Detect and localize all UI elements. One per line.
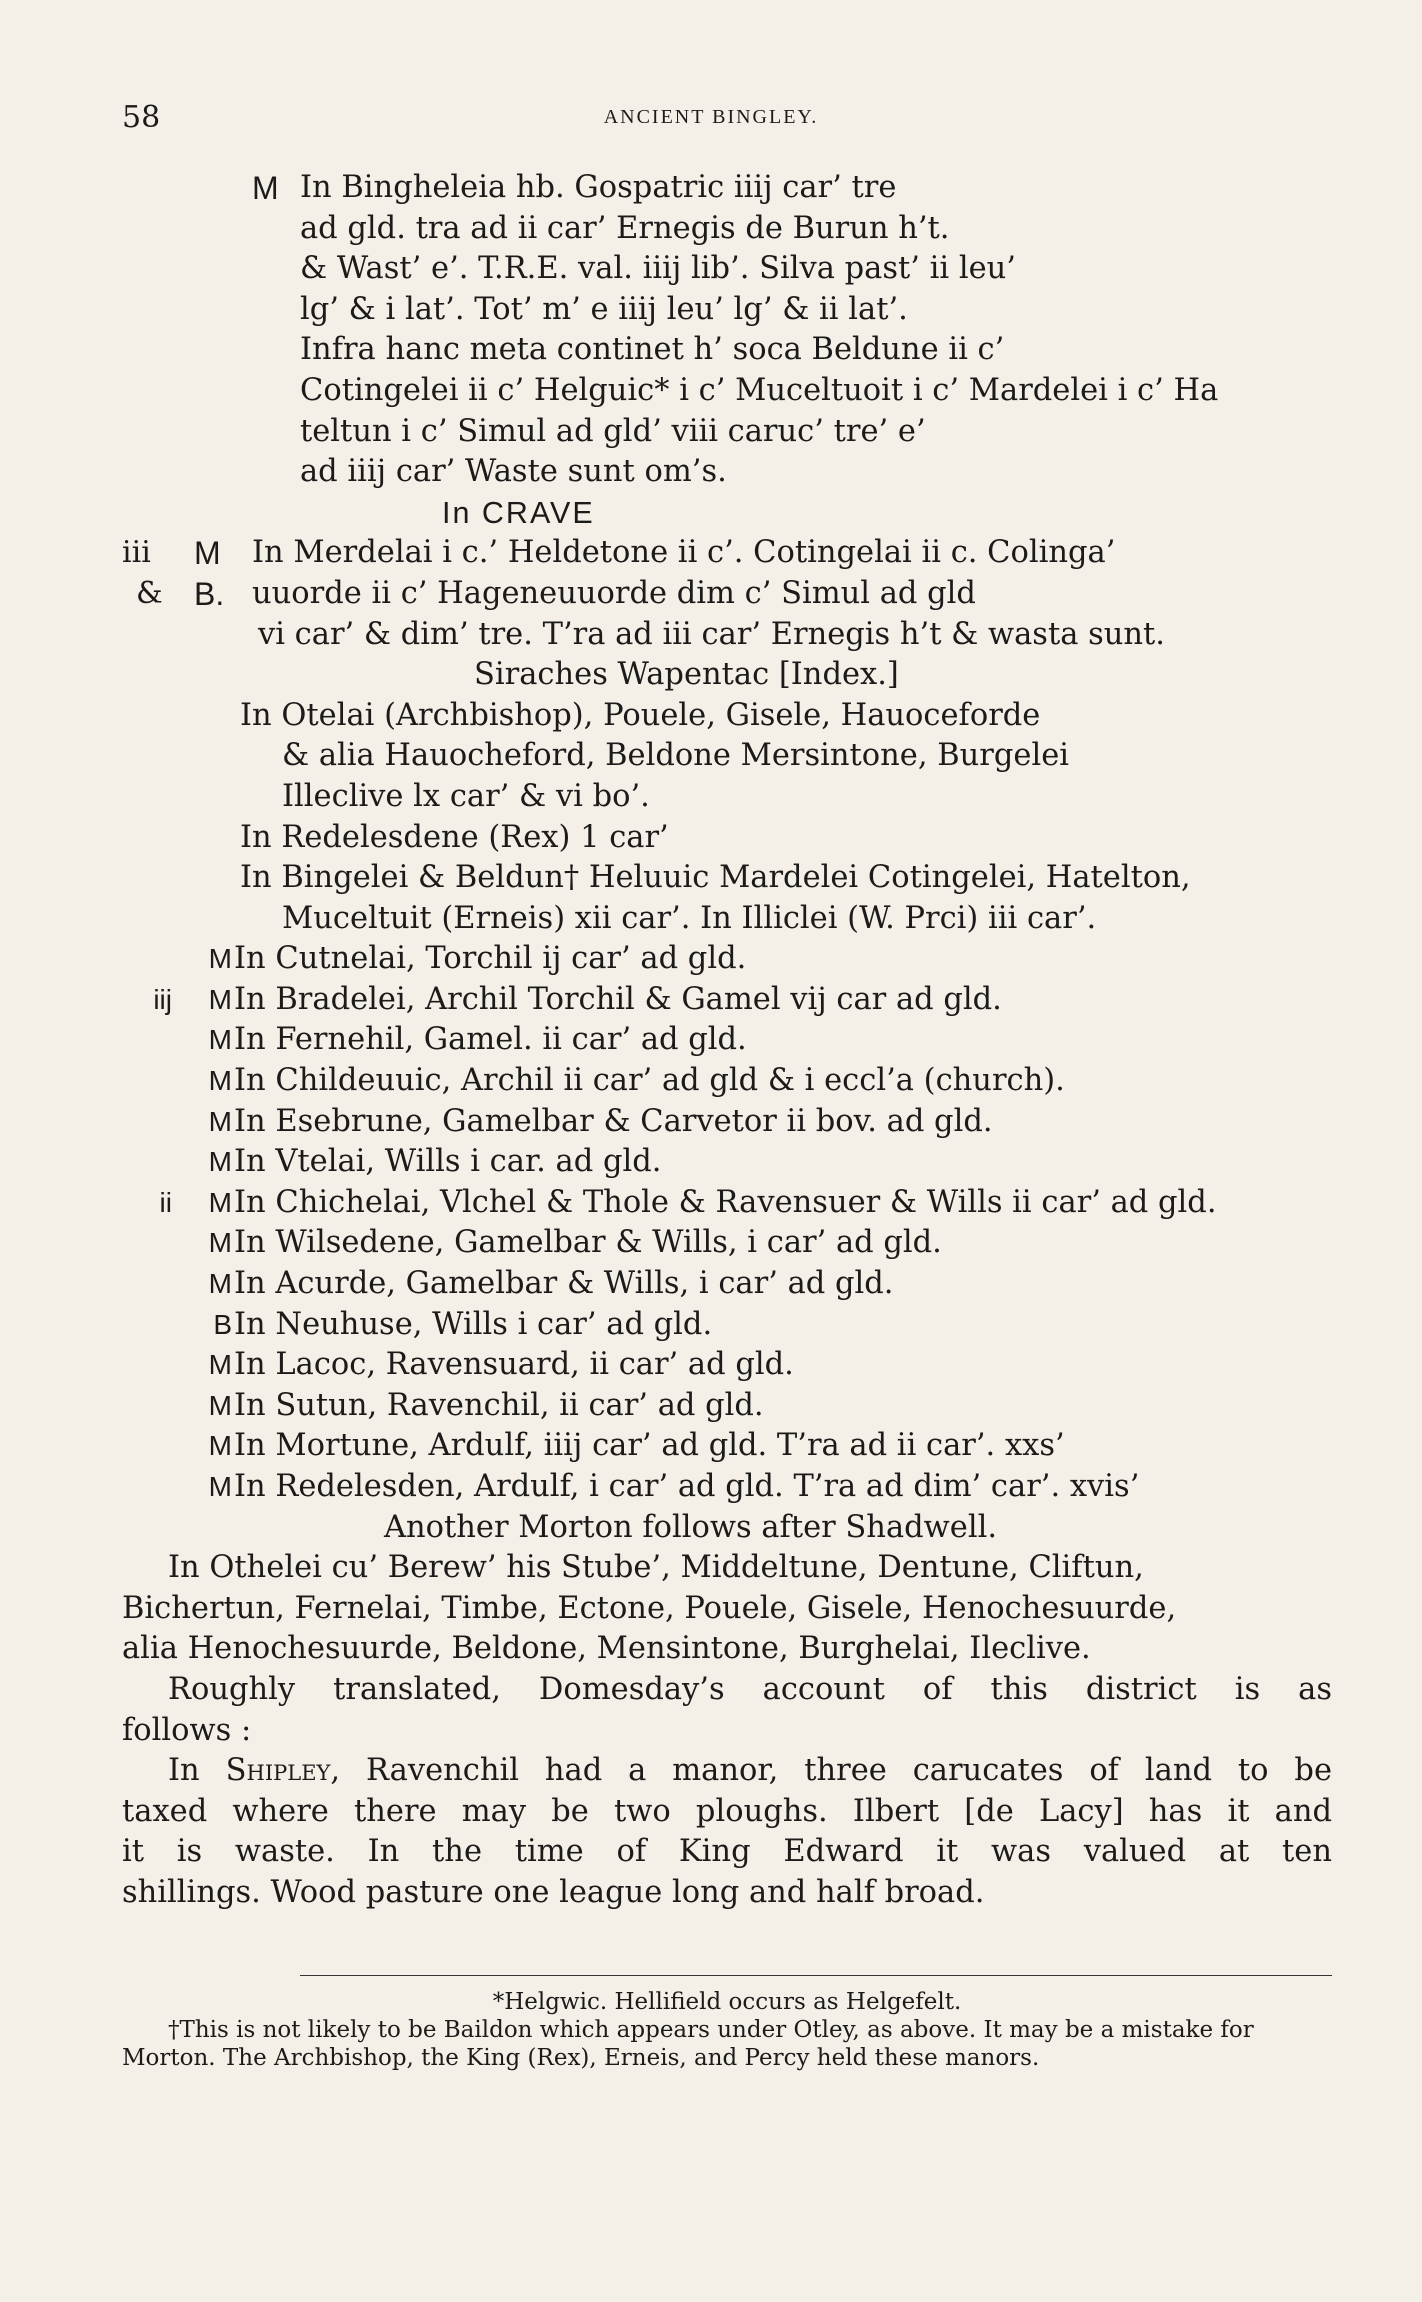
holding-text: In Bradelei, Archil Torchil & Gamel vij car ad gld. — [234, 981, 1002, 1017]
entry2-line — [122, 574, 1332, 615]
holding-marker: B — [213, 1308, 232, 1340]
manor-marker: M — [252, 170, 279, 206]
holding-row — [122, 1061, 1332, 1102]
holding-row — [122, 1183, 1332, 1224]
page-number: 58 — [122, 100, 161, 135]
entry1-line: Cotingelei ii c’ Helguic* i c’ Muceltuoit i c’ Mardelei i c’ Ha — [300, 372, 1219, 408]
entry1-line — [122, 168, 1332, 209]
translation-line: it is waste. In the time of King Edward it was valued at ten — [122, 1834, 1332, 1870]
holding-marker: M — [208, 983, 232, 1015]
index-line: & alia Hauocheford, Beldone Mersintone, Burgelei — [282, 738, 1069, 774]
holding-prefix: iij — [153, 983, 172, 1015]
index-line: Illeclive lx car’ & vi bo’. — [282, 778, 650, 814]
holding-row — [122, 1223, 1332, 1264]
entry1-line: ad gld. tra ad ii car’ Ernegis de Burun h’t. — [300, 210, 950, 246]
translation-rest: , Ravenchil had a manor, three carucates of land to be — [330, 1753, 1333, 1789]
holding-text: In Vtelai, Wills i car. ad gld. — [234, 1144, 662, 1180]
index-line: In Otelai (Archbishop), Pouele, Gisele, Hauoceforde — [240, 697, 1041, 733]
holding-marker: M — [208, 943, 232, 975]
entry2-line-text: In Merdelai i c.’ Heldetone ii c’. Cotingelai ii c. Colinga’ — [252, 535, 1116, 571]
holding-marker: M — [208, 1024, 232, 1056]
holding-text: In Acurde, Gamelbar & Wills, i car’ ad gld. — [234, 1266, 894, 1302]
holdings-list — [122, 939, 1332, 1507]
holding-marker: M — [208, 1349, 232, 1381]
holding-text: In Fernehil, Gamel. ii car’ ad gld. — [234, 1022, 747, 1058]
holding-marker: M — [208, 1430, 232, 1462]
index-line: In Redelesdene (Rex) 1 car’ — [240, 819, 669, 855]
running-head — [122, 100, 1300, 140]
holding-marker: M — [208, 1389, 232, 1421]
holding-text: In Mortune, Ardulf, iiij car’ ad gld. T’ra ad ii car’. xxs’ — [234, 1428, 1065, 1464]
holding-row — [122, 1020, 1332, 1061]
holding-text: In Cutnelai, Torchil ij car’ ad gld. — [234, 941, 747, 977]
siraches-heading: Siraches Wapentac [Index.] — [474, 657, 899, 693]
holding-row — [122, 1345, 1332, 1386]
holding-text: In Wilsedene, Gamelbar & Wills, i car’ ad gld. — [234, 1225, 942, 1261]
holding-text: In Esebrune, Gamelbar & Carvetor ii bov. ad gld. — [234, 1103, 993, 1139]
holding-row — [122, 1305, 1332, 1346]
translation-line — [122, 1751, 1332, 1792]
holding-text: In Childeuuic, Archil ii car’ ad gld & i eccl’a (church). — [234, 1063, 1065, 1099]
othelei-line: In Othelei cu’ Berew’ his Stube’, Middeltune, Dentune, Cliftun, — [168, 1550, 1144, 1586]
holding-row — [122, 1264, 1332, 1305]
footnote-rule — [300, 1975, 1332, 1976]
translation-line: shillings. Wood pasture one league long and half broad. — [122, 1874, 985, 1910]
entry1-line: Infra hanc meta continet h’ soca Beldune ii c’ — [300, 332, 1005, 368]
holding-text: In Sutun, Ravenchil, ii car’ ad gld. — [234, 1387, 764, 1423]
entry1-line: lg’ & i lat’. Tot’ m’ e iiij leu’ lg’ & ii lat’. — [300, 291, 908, 327]
holding-text: In Redelesden, Ardulf, i car’ ad gld. T’ra ad dim’ car’. xvis’ — [234, 1469, 1140, 1504]
entry2-line — [122, 533, 1332, 574]
holding-row — [122, 980, 1332, 1021]
holding-marker: M — [208, 1146, 232, 1178]
holding-row — [122, 1386, 1332, 1427]
berewick-marker: B. — [194, 575, 225, 612]
holding-row — [122, 1102, 1332, 1143]
holding-marker: M — [208, 1268, 232, 1300]
holding-marker: M — [208, 1186, 232, 1218]
morton-note: Another Morton follows after Shadwell. — [384, 1509, 998, 1545]
entry2-line-text: uuorde ii c’ Hageneuuorde dim c’ Simul ad gld — [252, 575, 976, 611]
entry1-line: ad iiij car’ Waste sunt om’s. — [300, 454, 727, 490]
index-line: In Bingelei & Beldun† Heluuic Mardelei Cotingelei, Hatelton, — [240, 860, 1191, 896]
entry1-line: & Wast’ e’. T.R.E. val. iiij lib’. Silva past’ ii leu’ — [300, 251, 1016, 287]
translation-intro-line: Roughly translated, Domesday’s account of this district is as — [168, 1671, 1332, 1707]
footnote-1: *Helgwic. Hellifield occurs as Helgefelt. — [492, 1989, 962, 2015]
holding-row — [122, 1426, 1332, 1467]
holding-row — [122, 1467, 1332, 1508]
othelei-line: alia Henochesuurde, Beldone, Mensintone, Burghelai, Ileclive. — [122, 1631, 1091, 1667]
othelei-line: Bichertun, Fernelai, Timbe, Ectone, Pouele, Gisele, Henochesuurde, — [122, 1590, 1177, 1626]
entry2-line: vi car’ & dim’ tre. T’ra ad iii car’ Ernegis h’t & wasta sunt. — [258, 616, 1165, 652]
entry1-line: teltun i c’ Simul ad gld’ viii caruc’ tre’ e’ — [300, 413, 926, 449]
translation-intro-line: follows : — [122, 1712, 252, 1748]
manor-marker: M — [194, 535, 221, 572]
holding-text: In Neuhuse, Wills i car’ ad gld. — [234, 1306, 713, 1342]
index-line: Muceltuit (Erneis) xii car’. In Illiclei (W. Prci) iii car’. — [282, 900, 1097, 936]
translation-prefix: In — [168, 1753, 226, 1789]
main-text — [122, 168, 1332, 1914]
shipley-name: Shipley — [225, 1753, 331, 1789]
holding-text: In Lacoc, Ravensuard, ii car’ ad gld. — [234, 1347, 794, 1383]
holding-row — [122, 939, 1332, 980]
margin-ampersand: & — [136, 575, 163, 611]
margin-numeral: iii — [122, 535, 151, 571]
footnotes — [122, 1988, 1332, 2072]
holding-marker: M — [208, 1105, 232, 1137]
entry1-line-text: In Bingheleia hb. Gospatric iiij car’ tre — [300, 170, 897, 205]
running-title: ANCIENT BINGLEY. — [603, 106, 819, 128]
footnote-2: †This is not likely to be Baildon which appears under Otley, as above. It may be a mistake for Morton. The Archbishop, the King (Rex), Erneis, and Percy held these manors. — [122, 2017, 1254, 2071]
crave-heading: In CRAVE — [442, 495, 595, 530]
holding-marker: M — [208, 1065, 232, 1097]
translation-line: taxed where there may be two ploughs. Ilbert [de Lacy] has it and — [122, 1793, 1332, 1829]
holding-text: In Chichelai, Vlchel & Thole & Ravensuer & Wills ii car’ ad gld. — [234, 1184, 1217, 1220]
holding-marker: M — [208, 1227, 232, 1259]
holding-row — [122, 1142, 1332, 1183]
holding-marker: M — [208, 1471, 232, 1502]
holding-prefix: ii — [159, 1186, 172, 1218]
